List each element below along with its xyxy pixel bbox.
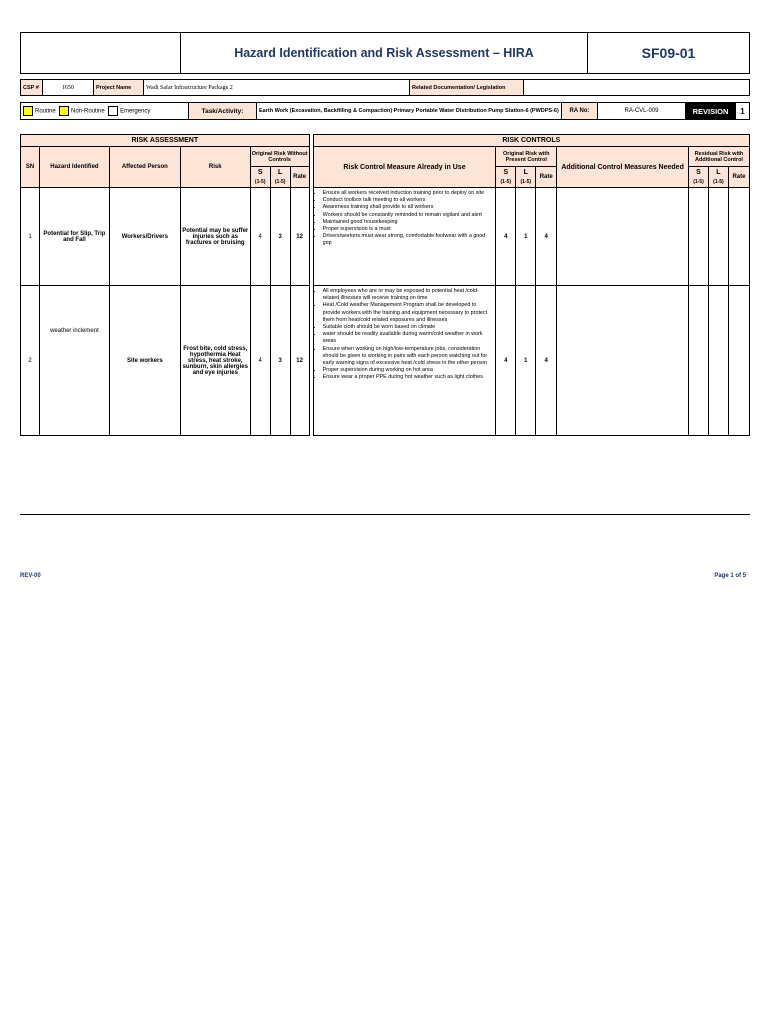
row-residual-rate <box>728 188 749 286</box>
col-residual-risk: Residual Risk with Additional Control <box>688 147 749 167</box>
row-risk: Potential may be suffer injuries such as fractures or bruising <box>180 188 250 286</box>
table-row <box>21 286 750 436</box>
row-sn: 1 <box>21 188 40 286</box>
ra-number-label: RA No: <box>562 103 598 120</box>
related-docs-label: Related Documentation/ Legislation <box>410 80 524 96</box>
col-present-l: L <box>516 167 536 178</box>
project-name-label: Project Name <box>94 80 144 96</box>
routine-label: Routine <box>35 108 56 115</box>
non-routine-label: Non-Routine <box>71 108 105 115</box>
control-measure-item: • Workers should be constantly reminded to remain vigilant and alert <box>323 212 494 219</box>
row-risk: Frost bite, cold stress, hypothermia Heat stress, heat stroke, sunburn, skin allergies and eye injuries <box>180 286 250 436</box>
risk-controls-header: RISK CONTROLS <box>313 135 749 147</box>
row-residual-rate <box>728 286 749 436</box>
col-affected: Affected Person <box>109 147 180 188</box>
row-additional-measures <box>557 286 689 436</box>
col-residual-s: S <box>688 167 708 178</box>
col-risk: Risk <box>180 147 250 188</box>
footer-revision: REV-00 <box>20 573 41 579</box>
row-l: 3 <box>270 286 290 436</box>
control-measure-item: • All employees who are or may be exposed to potential heat /cold-related illnesses will receive training on time <box>323 288 494 302</box>
row-present-s: 4 <box>496 286 516 436</box>
control-measure-item: • Conduct toolbox talk meeting to all workers <box>323 197 494 204</box>
control-measure-item: • Heat /Cold weather Management Program shall be developed to provide workers with the training and equipment necessary to protect them from heat/cold related exposures and illnesses <box>323 302 494 324</box>
row-present-l: 1 <box>516 188 536 286</box>
col-present-rate: Rate <box>536 167 557 188</box>
row-control-measures <box>313 286 496 436</box>
row-hazard: weather inclement <box>39 286 109 436</box>
row-control-measures <box>313 188 496 286</box>
row-sn: 2 <box>21 286 40 436</box>
col-present-risk: Original Risk with Present Control <box>496 147 557 167</box>
row-present-rate: 4 <box>536 286 557 436</box>
col-present-s-range: (1-5) <box>496 178 516 188</box>
row-residual-s <box>688 286 708 436</box>
routine-checkbox[interactable] <box>23 106 33 116</box>
control-measure-item: • Ensure when working on high/low-temperature jobs, consideration should be given to working in pairs with each person watching out for early warning signs of excessive heat /cold stress in the other person <box>323 346 494 368</box>
related-docs-value <box>524 80 750 96</box>
col-present-l-range: (1-5) <box>516 178 536 188</box>
row-rate: 12 <box>290 188 309 286</box>
control-measure-item: • Proper supervision during working on hot area <box>323 367 494 374</box>
col-hazard: Hazard Identified <box>39 147 109 188</box>
logo-cell <box>21 33 181 74</box>
document-title: Hazard Identification and Risk Assessment – HIRA <box>181 33 588 74</box>
row-present-rate: 4 <box>536 188 557 286</box>
row-l: 3 <box>270 188 290 286</box>
ra-number-value: RA-CVL-009 <box>598 103 686 120</box>
row-present-l: 1 <box>516 286 536 436</box>
col-control-measure: Risk Control Measure Already in Use <box>313 147 496 188</box>
control-measure-item: • Ensure all workers received induction training prior to deploy on site <box>323 190 494 197</box>
revision-label: REVISION <box>686 103 736 120</box>
col-residual-rate: Rate <box>728 167 749 188</box>
control-measure-item: • Suitable cloth should be worn based on climate <box>323 324 494 331</box>
emergency-checkbox[interactable] <box>108 106 118 116</box>
row-rate: 12 <box>290 286 309 436</box>
emergency-label: Emergency <box>120 108 151 115</box>
col-additional-measures: Additional Control Measures Needed <box>557 147 689 188</box>
row-affected: Site workers <box>109 286 180 436</box>
table-row <box>21 188 750 286</box>
csp-value: 1650 <box>43 80 94 96</box>
row-hazard: Potential for Slip, Trip and Fall <box>39 188 109 286</box>
project-info-row <box>20 79 750 96</box>
col-s: S <box>250 167 270 178</box>
col-l: L <box>270 167 290 178</box>
footer-divider <box>20 514 750 515</box>
row-s: 4 <box>250 188 270 286</box>
task-activity-label: Task/Activity: <box>189 103 257 120</box>
col-residual-s-range: (1-5) <box>688 178 708 188</box>
task-row <box>20 102 750 120</box>
control-measure-item: • Ensure wear a proper PPE during hot weather such as light clothes <box>323 374 494 381</box>
csp-label: CSP # <box>21 80 43 96</box>
project-name-value: Wadi Safar Infrastructure Package 2 <box>144 80 410 96</box>
row-s: 4 <box>250 286 270 436</box>
hira-table <box>20 134 750 436</box>
col-present-s: S <box>496 167 516 178</box>
row-residual-l <box>708 188 728 286</box>
control-measure-item: • Drivers/workers must wear strong, comfortable footwear with a good grip <box>323 233 494 247</box>
col-original-risk: Original Risk Without Controls <box>250 147 309 167</box>
footer-page-number: Page 1 of 5 <box>714 573 746 579</box>
title-block <box>20 32 750 74</box>
task-activity-value: Earth Work (Excavation, Backfilling & Compaction) Primary Portable Water Distribution Pump Station-6 (PWDPS-6) <box>257 103 562 120</box>
row-additional-measures <box>557 188 689 286</box>
risk-assessment-header: RISK ASSESSMENT <box>21 135 310 147</box>
row-present-s: 4 <box>496 188 516 286</box>
row-affected: Workers/Drivers <box>109 188 180 286</box>
row-residual-l <box>708 286 728 436</box>
control-measure-item: • Proper supervision is a must <box>323 226 494 233</box>
non-routine-checkbox[interactable] <box>59 106 69 116</box>
col-s-range: (1-5) <box>250 178 270 188</box>
col-sn: SN <box>21 147 40 188</box>
col-l-range: (1-5) <box>270 178 290 188</box>
col-residual-l: L <box>708 167 728 178</box>
col-rate: Rate <box>290 167 309 188</box>
control-measure-item: • Maintained good housekeeping <box>323 219 494 226</box>
row-residual-s <box>688 188 708 286</box>
col-residual-l-range: (1-5) <box>708 178 728 188</box>
control-measure-item: • Awareness training shall provide to all workers <box>323 204 494 211</box>
activity-type-options <box>21 103 189 120</box>
control-measure-item: • water should be readily available during warm/cold weather in work areas <box>323 331 494 345</box>
form-code: SF09-01 <box>588 33 750 74</box>
revision-value: 1 <box>736 103 750 120</box>
